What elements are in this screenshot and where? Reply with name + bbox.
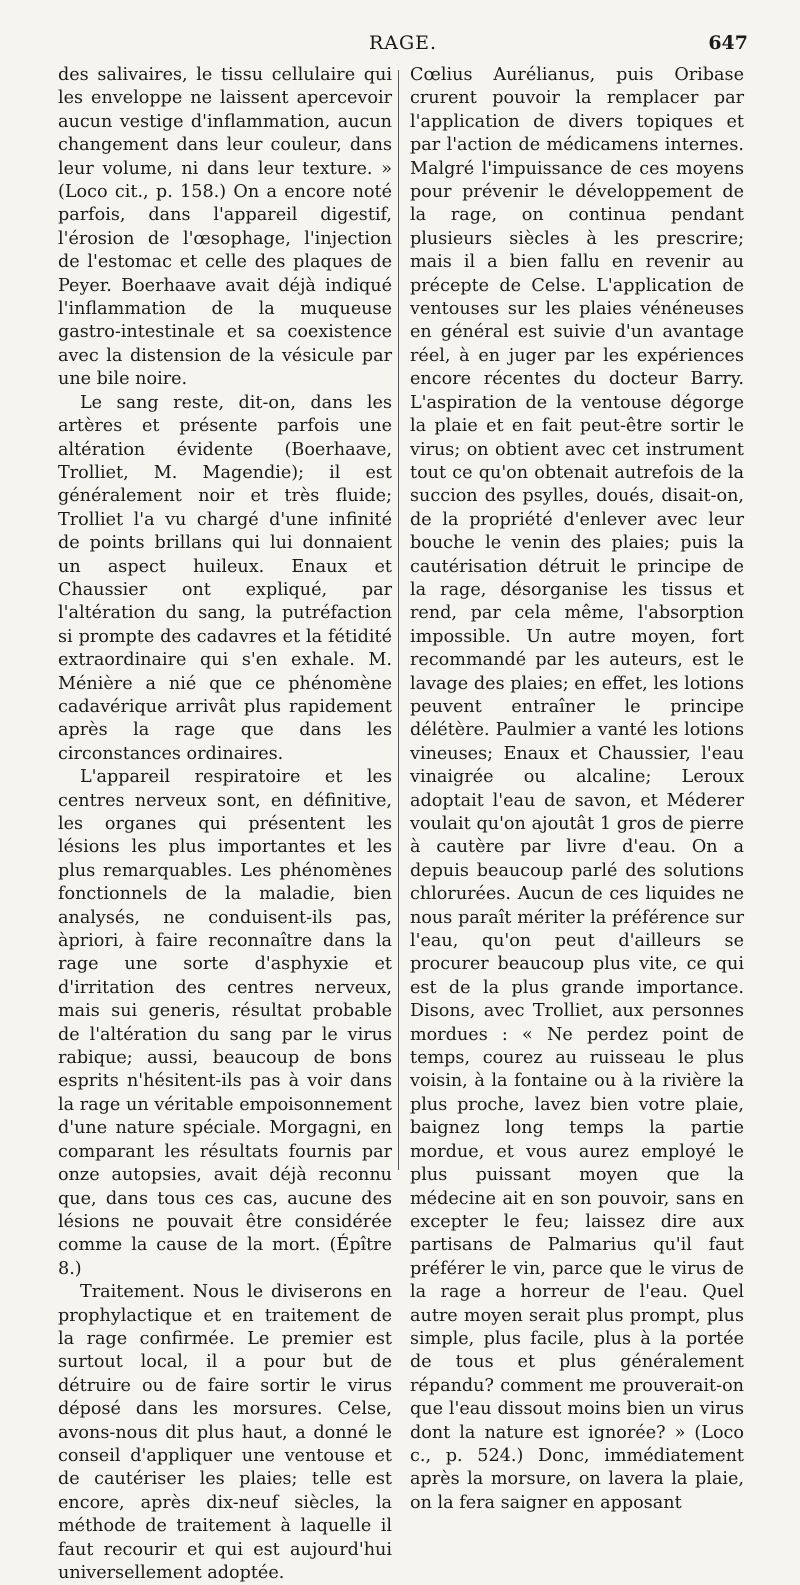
column-divider	[398, 70, 399, 1170]
paragraph: L'appareil respiratoire et les centres nerveux sont, en définitive, les organes qui présentent les lésions les plus importantes et les plus remarquables. Les phénomènes fonctionnels de la maladie, bien analysés, ne conduisent-ils pas, àpriori, à faire reconnaître dans la rage une sorte d'asphyxie et d'irritation des centres nerveux, mais sui generis, résultat probable de l'altération du sang par le virus rabique; aussi, beaucoup de bons esprits n'hésitent-ils pas à voir dans la rage un véritable empoisonnement d'une nature spéciale. Morgagni, en comparant les résultats fournis par onze autopsies, avait déjà reconnu que, dans tous ces cas, aucune des lésions ne pouvait être considérée comme la cause de la mort. (Épître 8.)	[58, 767, 392, 1279]
paragraph: Le sang reste, dit-on, dans les artères et présente parfois une altération évidente (Boerhaave, Trolliet, M. Magendie); il est généralement noir et très fluide; Trolliet l'a vu chargé d'une infinité de points brillans qui lui donnaient un aspect huileux. Enaux et Chaussier ont expliqué, par l'altération du sang, la putréfaction si prompte des cadavres et la fétidité extraordinaire qui s'en exhale. M. Ménière a nié que ce phénomène cadavérique arrivât plus rapidement après la rage que dans les circonstances ordinaires.	[58, 392, 392, 764]
right-column	[410, 64, 744, 1515]
paragraph: Traitement. Nous le diviserons en prophylactique et en traitement de la rage confirmée. Le premier est surtout local, il a pour but de détruire ou de faire sortir le virus déposé dans les morsures. Celse, avons-nous dit plus haut, a donné le conseil d'appliquer une ventouse et de cautériser les plaies; telle est encore, après dix-neuf siècles, la méthode de traitement à laquelle il faut recourir et qui est aujourd'hui universellement adoptée.	[58, 1282, 392, 1583]
page-number: 647	[708, 32, 748, 54]
running-title: RAGE.	[368, 32, 438, 54]
page-header	[58, 32, 748, 60]
paragraph: Cœlius Aurélianus, puis Oribase crurent pouvoir la remplacer par l'application de divers topiques et par l'action de médicamens internes. Malgré l'impuissance de ces moyens pour prévenir le développement de la rage, on continua pendant plusieurs siècles à les prescrire; mais il a bien fallu en revenir au précepte de Celse. L'application de ventouses sur les plaies vénéneuses en général est suivie d'un avantage réel, à en juger par les expériences encore récentes du docteur Barry. L'aspiration de la ventouse dégorge la plaie et en fait peut-être sortir le virus; on obtient avec cet instrument tout ce qu'on obtenait autrefois de la succion des psylles, doués, disait-on, de la propriété d'enlever avec leur bouche le venin des plaies; puis la cautérisation détruit le principe de la rage, désorganise les tissus et rend, par cela même, l'absorption impossible. Un autre moyen, fort recommandé par les auteurs, est le lavage des plaies; en effet, les lotions peuvent entraîner le principe délétère. Paulmier a vanté les lotions vineuses; Enaux et Chaussier, l'eau vinaigrée ou alcaline; Leroux adoptait l'eau de savon, et Méderer voulait qu'on ajoutât 1 gros de pierre à cautère par livre d'eau. On a depuis beaucoup parlé des solutions chlorurées. Aucun de ces liquides ne nous paraît mériter la préférence sur l'eau, qu'on peut d'ailleurs se procurer beaucoup plus vite, ce qui est de la plus grande importance. Disons, avec Trolliet, aux personnes mordues : « Ne perdez point de temps, courez au ruisseau le plus voisin, à la fontaine ou à la rivière la plus proche, lavez bien votre plaie, baignez long temps la partie mordue, et vous aurez employé le plus puissant moyen que la médecine ait en son pouvoir, sans en excepter le feu; laissez dire aux partisans de Palmarius qu'il faut préférer le vin, parce que le virus de la rage a horreur de l'eau. Quel autre moyen serait plus prompt, plus simple, plus facile, plus à la portée de tous et plus généralement répandu? comment me prouverait-on que l'eau dissout moins bien un virus dont la nature est ignorée? » (Loco c., p. 524.) Donc, immédiatement après la morsure, on lavera la plaie, on la fera saigner en apposant	[410, 65, 744, 1513]
left-column	[58, 64, 392, 1585]
paragraph: des salivaires, le tissu cellulaire qui les enveloppe ne laissent apercevoir aucun vestige d'inflammation, aucun changement dans leur couleur, dans leur volume, ni dans leur texture. » (Loco cit., p. 158.) On a encore noté parfois, dans l'appareil digestif, l'érosion de l'œsophage, l'injection de l'estomac et celle des plaques de Peyer. Boerhaave avait déjà indiqué l'inflammation de la muqueuse gastro-intestinale et sa coexistence avec la distension de la vésicule par une bile noire.	[58, 65, 392, 390]
